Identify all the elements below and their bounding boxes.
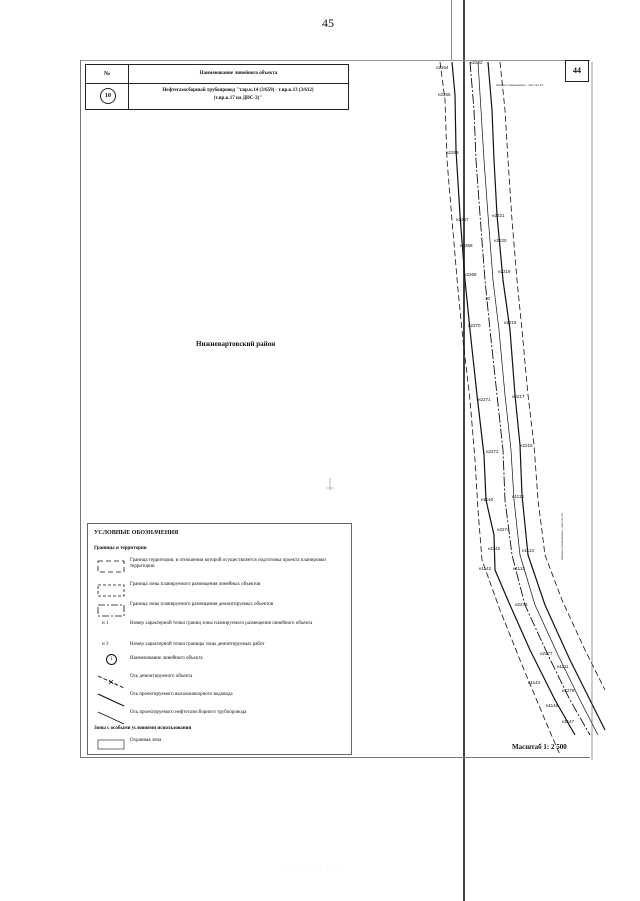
point-label: н1142 bbox=[488, 546, 501, 551]
sheet-number: 44 bbox=[565, 60, 589, 82]
linear-zone-symbol bbox=[96, 582, 126, 598]
legend-section-zones: Зоны с особыми условиями использования bbox=[94, 726, 192, 731]
legend-title: УСЛОВНЫЕ ОБОЗНАЧЕНИЯ bbox=[94, 530, 179, 536]
legend-label: Ось демонтируемого объекта bbox=[130, 674, 193, 679]
point-label: н2264 bbox=[436, 65, 449, 70]
point-label: н1146 bbox=[546, 703, 559, 708]
legend-section-boundaries: Границы и территории bbox=[94, 546, 147, 551]
point-label: н2221 bbox=[492, 213, 505, 218]
point-label: н2267 bbox=[456, 217, 469, 222]
point-label: н2278 bbox=[562, 688, 575, 693]
point-label: н1142 bbox=[479, 566, 492, 571]
water-axis-symbol bbox=[96, 692, 126, 708]
legend-box bbox=[87, 523, 352, 755]
object-name-symbol: 1 bbox=[106, 654, 117, 665]
point-label: н2269 bbox=[464, 272, 477, 277]
small-mark bbox=[326, 478, 334, 490]
legend-label: Ось проектируемого нефтегазосборного трубопровода bbox=[130, 710, 247, 715]
col-num-header: № bbox=[103, 71, 111, 77]
point-label: н2268 bbox=[460, 243, 473, 248]
point-label: н1111 bbox=[557, 664, 569, 669]
point-label: н1114 bbox=[512, 494, 524, 499]
district-label: Нижневартовский район bbox=[196, 340, 276, 348]
point-label: н2265 bbox=[438, 92, 451, 97]
point-label: н1147 bbox=[562, 719, 575, 724]
point-label: н2222 bbox=[470, 60, 483, 65]
col-name-header: Наименование линейного объекта bbox=[199, 71, 278, 76]
map-scale: Масштаб 1: 2 500 bbox=[512, 743, 567, 751]
legend-label: Ось проектируемого высоконапорного водовода bbox=[130, 692, 233, 697]
pipeline-axis-symbol bbox=[96, 710, 126, 726]
legend-label: Номер характерной точки границ зоны планируемого размещения линейного объекта bbox=[130, 621, 313, 626]
sheet-note-right: Линия совмещения с листом 45 bbox=[560, 513, 564, 560]
object-label-map: 10 bbox=[485, 296, 491, 301]
demolition-point-symbol: н 3 bbox=[102, 642, 109, 647]
legend-label: Граница зоны планируемого размещения демонтируемых объектов bbox=[130, 602, 274, 607]
point-label: н1113 bbox=[522, 548, 534, 553]
sheet-note-top: Линия совмещения с листом 43 bbox=[496, 83, 543, 87]
scan-noise: · · · · · · · · · bbox=[285, 868, 344, 873]
legend-label: Граница зоны планируемого размещения линейных объектов bbox=[130, 582, 261, 587]
legend-label: Наименование линейного объекта bbox=[130, 656, 203, 661]
point-number-symbol: н 1 bbox=[102, 621, 109, 626]
object-name-line1: Нефтегазосборный трубопровод "т.вр.к.14 (3/659) - т.вр.к.13 (3/612) bbox=[162, 88, 314, 93]
point-label: н2277 bbox=[540, 651, 553, 656]
point-label: н2270 bbox=[468, 323, 481, 328]
object-name-line2: (т.вр.к.17 на ДНС-2)" bbox=[213, 96, 263, 101]
point-label: н2217 bbox=[512, 394, 525, 399]
territory-boundary-symbol bbox=[96, 558, 126, 574]
point-label: н2266 bbox=[446, 150, 459, 155]
object-number-circle: 10 bbox=[100, 88, 116, 104]
point-label: н2271 bbox=[478, 397, 491, 402]
territory-boundary-right bbox=[500, 62, 605, 690]
legend-label: Граница территории, в отношении которой осуществляется подготовка проекта планировки территории bbox=[130, 558, 326, 569]
point-label: н1140 bbox=[481, 497, 494, 502]
point-label: н1144 bbox=[528, 680, 541, 685]
point-label: н2216 bbox=[520, 443, 533, 448]
legend-label: Номер характерной точки границы зоны демонтируемых работ bbox=[130, 642, 265, 647]
demolished-axis-symbol bbox=[96, 674, 126, 690]
point-label: н2219 bbox=[498, 269, 511, 274]
page-number: 45 bbox=[322, 16, 334, 30]
point-label: н2276 bbox=[515, 602, 528, 607]
point-label: н2220 bbox=[494, 238, 507, 243]
demolition-zone-symbol bbox=[96, 602, 126, 618]
point-label: н2218 bbox=[504, 320, 517, 325]
point-label: н2272 bbox=[486, 449, 499, 454]
protection-zone-symbol bbox=[96, 738, 126, 754]
legend-label: Охранная зона bbox=[130, 738, 162, 743]
point-label: н1112 bbox=[513, 566, 525, 571]
point-label: н2274 bbox=[497, 527, 510, 532]
